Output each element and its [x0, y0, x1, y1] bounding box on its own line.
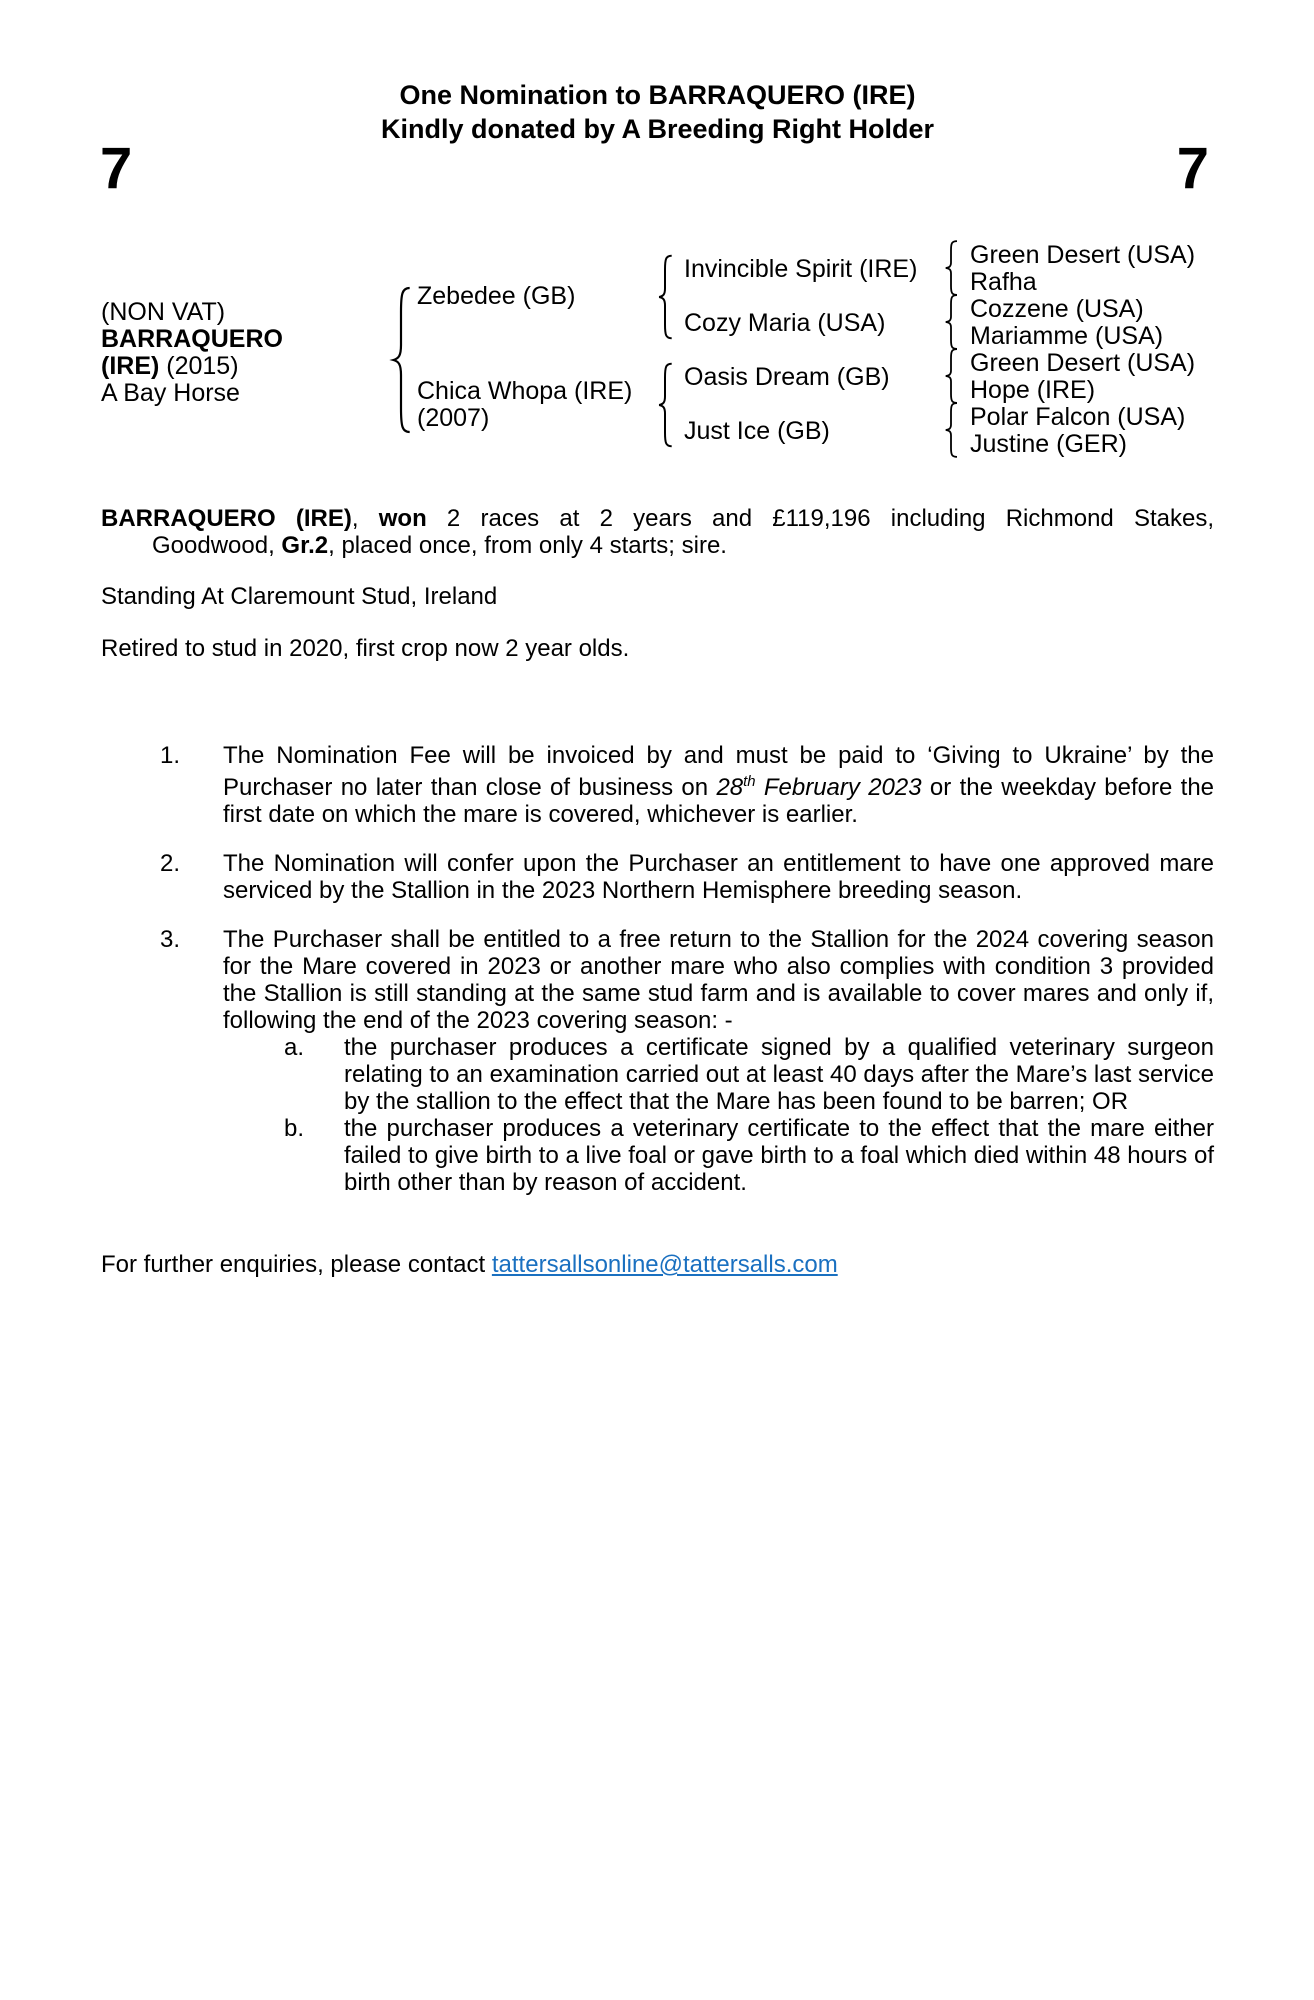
great-grandparent-name: Cozzene (USA) — [970, 295, 1144, 323]
race-record — [101, 505, 1214, 559]
horse-year: (2015) — [159, 352, 239, 380]
standing-line: Standing At Claremount Stud, Ireland — [101, 583, 498, 610]
condition-1-date-day: 28 — [716, 774, 744, 801]
race-record-line2 — [101, 532, 1214, 559]
race-record-line1 — [101, 505, 1214, 532]
pedigree-brace-gen3-1 — [942, 240, 960, 296]
horse-suffix: (IRE) — [101, 352, 160, 380]
condition-item-1 — [101, 742, 1214, 828]
race-record-horse-name: BARRAQUERO (IRE) — [101, 505, 352, 532]
great-grandparent-name: Green Desert (USA) — [970, 349, 1196, 377]
condition-3-text: The Purchaser shall be entitled to a free return to the Stallion for the 2024 covering season for the Mare covered in 2023 or another mare who also complies with condition 3 provided the Stallion is still standing at the same stud farm and is available to cover mares and only if, following the end of the 2023 covering season: - — [223, 926, 1214, 1034]
great-grandparent-name: Mariamme (USA) — [970, 322, 1164, 350]
condition-subitem-a-text: the purchaser produces a certificate signed by a qualified veterinary surgeon relating to an examination carried out at least 40 days after the Mare’s last service by the stallion to the effect that the Mare has been found to be barren; OR — [344, 1034, 1214, 1115]
great-grandparent-name: Hope (IRE) — [970, 376, 1096, 404]
retired-line: Retired to stud in 2020, first crop now 2 year olds. — [101, 635, 630, 662]
grandparent-name: Invincible Spirit (IRE) — [684, 255, 918, 283]
pedigree-brace-gen3-2 — [942, 294, 960, 350]
condition-2-text: The Nomination will confer upon the Purchaser an entitlement to have one approved mare serviced by the Stallion in the 2023 Northern Hemisphere breeding season. — [223, 850, 1214, 904]
race-record-sep: , — [351, 505, 379, 532]
pedigree-table — [0, 0, 1314, 480]
condition-number-2: 2. — [160, 850, 181, 877]
condition-subitem-b — [101, 1115, 1214, 1196]
condition-number-3: 3. — [160, 926, 181, 953]
race-record-won: won — [378, 505, 427, 532]
condition-subitem-a — [101, 1034, 1214, 1115]
condition-1-text-post: or the weekday before the first date on which the mare is covered, whichever is earlier. — [223, 774, 1215, 828]
race-record-rest: 2 races at 2 years and £119,196 including Richmond Stakes, — [426, 505, 1214, 532]
pedigree-brace-gen2-sire — [655, 254, 675, 340]
contact-email-link[interactable]: tattersallsonline@tattersalls.com — [491, 1251, 838, 1278]
conditions-list — [101, 742, 1214, 1196]
page-body — [101, 505, 1214, 1278]
condition-item-2 — [101, 850, 1214, 904]
condition-subitem-b-text: the purchaser produces a veterinary certificate to the effect that the mare either failed to give birth to a live foal or gave birth to a foal which died within 48 hours of birth other than by reason of accident. — [344, 1115, 1214, 1196]
condition-subitem-b-marker: b. — [284, 1115, 305, 1142]
condition-item-3 — [101, 926, 1214, 1034]
grandparent-name: Just Ice (GB) — [684, 417, 830, 445]
contact-line — [101, 1251, 1214, 1278]
horse-description: A Bay Horse — [101, 379, 240, 407]
lot-number-right: 7 — [1176, 136, 1209, 201]
condition-number-1: 1. — [160, 742, 181, 769]
dam-year: (2007) — [417, 404, 490, 432]
pedigree-brace-gen3-4 — [942, 402, 960, 458]
condition-1-text-pre: The Nomination Fee will be invoiced by and must be paid to ‘Giving to Ukraine’ by the Purchaser no later than close of business on — [223, 742, 1214, 801]
page-title-line1: One Nomination to BARRAQUERO (IRE) — [399, 80, 916, 110]
grandparent-name: Oasis Dream (GB) — [684, 363, 890, 391]
great-grandparent-name: Green Desert (USA) — [970, 241, 1196, 269]
great-grandparent-name: Polar Falcon (USA) — [970, 403, 1186, 431]
race-record-group: Gr.2 — [281, 532, 329, 559]
pedigree-brace-gen1 — [388, 285, 414, 435]
horse-name-line2 — [101, 353, 239, 380]
sire-name: Zebedee (GB) — [417, 282, 576, 310]
grandparent-name: Cozy Maria (USA) — [684, 309, 886, 337]
dam-name: Chica Whopa (IRE) — [417, 377, 633, 405]
great-grandparent-name: Justine (GER) — [970, 430, 1127, 458]
vat-note: (NON VAT) — [101, 298, 226, 326]
condition-subitem-a-marker: a. — [284, 1034, 305, 1061]
condition-1-date-rest: February 2023 — [755, 774, 922, 801]
contact-line-text: For further enquiries, please contact — [101, 1251, 492, 1278]
race-record-line2-post: , placed once, from only 4 starts; sire. — [328, 532, 727, 559]
great-grandparent-name: Rafha — [970, 268, 1037, 296]
pedigree-brace-gen2-dam — [655, 362, 675, 448]
horse-name: BARRAQUERO — [101, 325, 283, 353]
lot-number-left: 7 — [100, 136, 133, 201]
condition-1-date-ordinal: th — [743, 774, 756, 790]
pedigree-brace-gen3-3 — [942, 348, 960, 404]
page-title-line2: Kindly donated by A Breeding Right Holder — [380, 114, 934, 144]
race-record-line2-pre: Goodwood, — [152, 532, 282, 559]
